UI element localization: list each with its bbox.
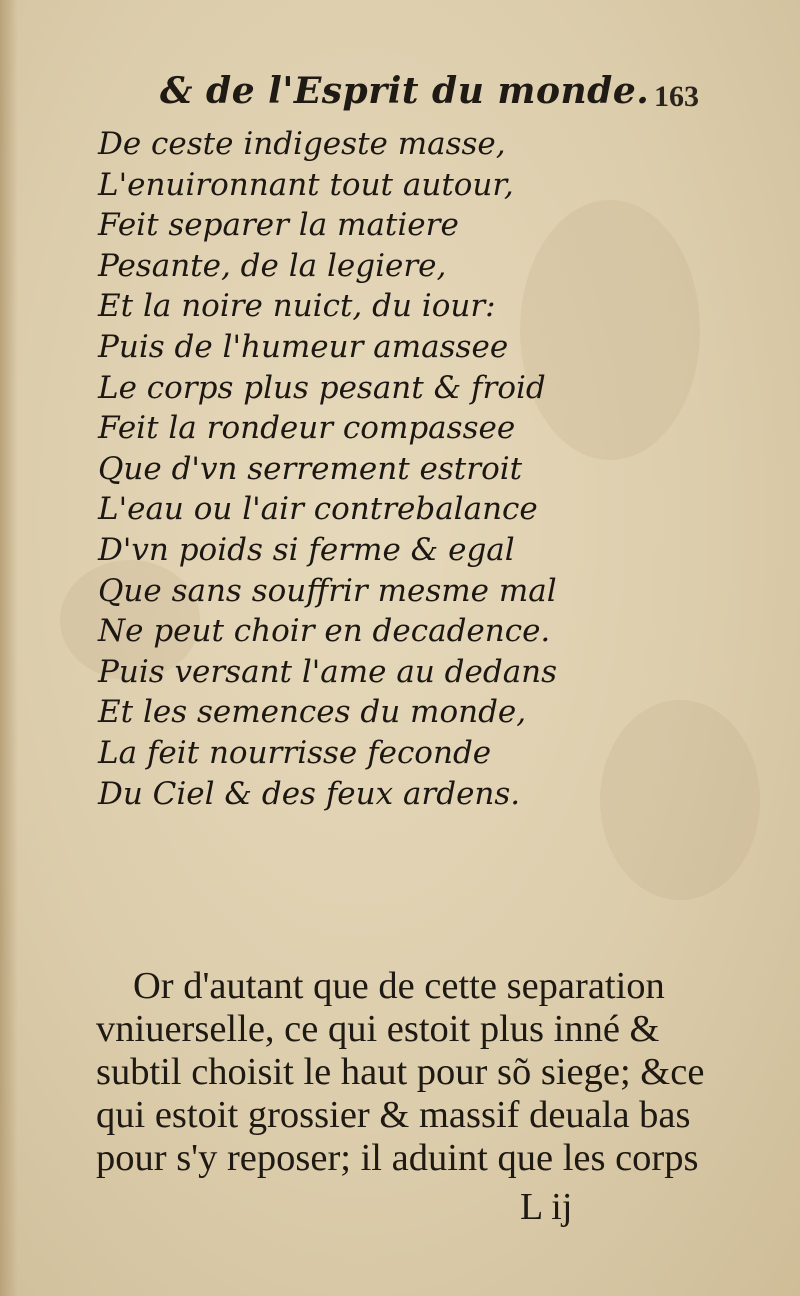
prose-line: Or d'autant que de cette separation bbox=[133, 965, 665, 1007]
page-number: 163 bbox=[654, 80, 699, 113]
verse-line: Du Ciel & des feux ardens. bbox=[98, 775, 521, 812]
verse-line: Pesante, de la legiere, bbox=[98, 247, 447, 284]
verse-line: Ne peut choir en decadence. bbox=[98, 613, 551, 650]
verse-line: Et la noire nuict, du iour: bbox=[98, 288, 496, 325]
verse-line: L'eau ou l'air contrebalance bbox=[98, 491, 538, 528]
prose-paragraph bbox=[96, 965, 714, 1180]
prose-line: vniuerselle, ce qui estoit plus inné & bbox=[96, 1008, 660, 1050]
verse-line: De ceste indigeste masse, bbox=[98, 126, 506, 162]
verse-line: D'vn poids si ferme & egal bbox=[98, 531, 515, 568]
running-head: & de l'Esprit du monde. bbox=[160, 70, 650, 112]
binding-gutter bbox=[0, 0, 18, 1296]
verse-line: Puis versant l'ame au dedans bbox=[98, 653, 558, 690]
verse-line: Le corps plus pesant & froid bbox=[98, 369, 546, 406]
signature-mark: L ij bbox=[520, 1186, 573, 1228]
verse-line: Et les semences du monde, bbox=[98, 694, 527, 731]
prose-line: pour s'y reposer; il aduint que les corps bbox=[96, 1137, 699, 1179]
paper-stain bbox=[600, 700, 760, 900]
verse-line: Feit la rondeur compassee bbox=[98, 410, 516, 447]
verse-line: Feit separer la matiere bbox=[98, 207, 459, 244]
verse-line: Que sans souffrir mesme mal bbox=[98, 572, 557, 609]
verse-block bbox=[98, 124, 557, 814]
prose-line: subtil choisit le haut pour sõ siege; &ce bbox=[96, 1051, 705, 1093]
prose-line: qui estoit grossier & massif deuala bas bbox=[96, 1094, 691, 1136]
verse-line: Que d'vn serrement estroit bbox=[98, 450, 523, 487]
verse-line: La feit nourrisse feconde bbox=[98, 734, 492, 771]
verse-line: Puis de l'humeur amassee bbox=[98, 328, 509, 365]
verse-line: L'enuironnant tout autour, bbox=[98, 166, 514, 203]
